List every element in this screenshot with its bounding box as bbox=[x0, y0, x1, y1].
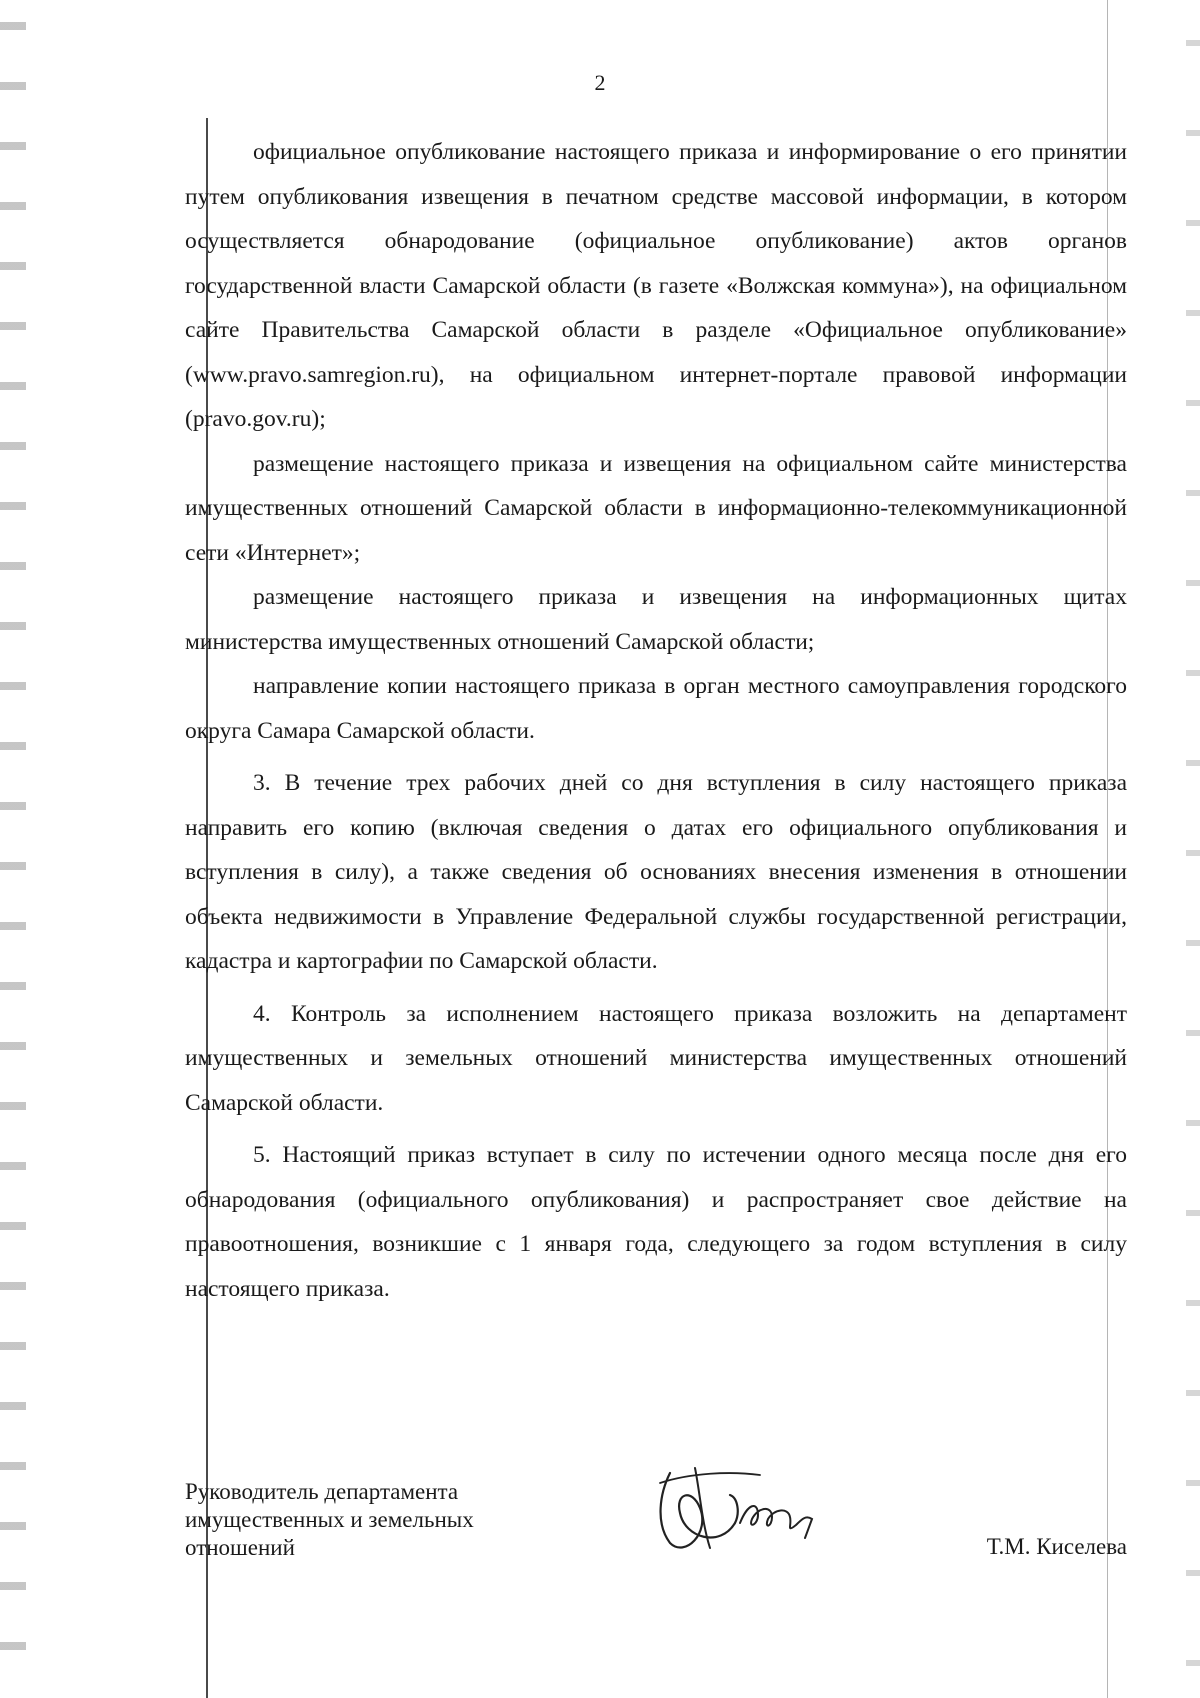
scan-edge-right bbox=[1186, 0, 1200, 1698]
document-body bbox=[185, 130, 1127, 1311]
paragraph-item-3: 3. В течение трех рабочих дней со дня вступления в силу настоящего приказа направить его копию (включая сведения о датах его официального опубликования и вступления в силу), а также сведения об основаниях внесения изменения в отношении объекта недвижимости в Управление Федеральной службы государственной регистрации, кадастра и картографии по Самарской области. bbox=[185, 770, 1127, 974]
paragraph-item-5: 5. Настоящий приказ вступает в силу по истечении одного месяца после дня его обнародования (официального опубликования) и распространяет свое действие на правоотношения, возникшие с 1 января года, следующего за годом вступления в силу настоящего приказа. bbox=[185, 1142, 1127, 1302]
scan-edge-left bbox=[0, 0, 26, 1698]
paragraph-official-publication: официальное опубликование настоящего приказа и информирование о его принятии путем опубликования извещения в печатном средстве массовой информации, в котором осуществляется обнародование (официальное опубликование) актов органов государственной власти Самарской области (в газете «Волжская коммуна»), на официальном сайте Правительства Самарской области в разделе «Официальное опубликование» (www.pravo.samregion.ru), на официальном интернет-портале правовой информации (pravo.gov.ru); bbox=[185, 139, 1127, 432]
paragraph-item-4: 4. Контроль за исполнением настоящего приказа возложить на департамент имущественных и земельных отношений министерства имущественных отношений Самарской области. bbox=[185, 1000, 1127, 1116]
paragraph-copy-to-municipality: направление копии настоящего приказа в орган местного самоуправления городского округа Самара Самарской области. bbox=[185, 673, 1127, 744]
handwritten-signature bbox=[640, 1453, 840, 1563]
signature-block bbox=[185, 1478, 1127, 1598]
page-number: 2 bbox=[594, 70, 606, 95]
paragraph-info-boards: размещение настоящего приказа и извещения на информационных щитах министерства имущественных отношений Самарской области; bbox=[185, 584, 1127, 655]
signatory-name: Т.М. Киселева bbox=[986, 1534, 1127, 1559]
signatory-title: Руководитель департамента имущественных и земельных отношений bbox=[185, 1479, 474, 1560]
paragraph-website-placement: размещение настоящего приказа и извещения на официальном сайте министерства имущественных отношений Самарской области в информационно-телекоммуникационной сети «Интернет»; bbox=[185, 450, 1127, 566]
